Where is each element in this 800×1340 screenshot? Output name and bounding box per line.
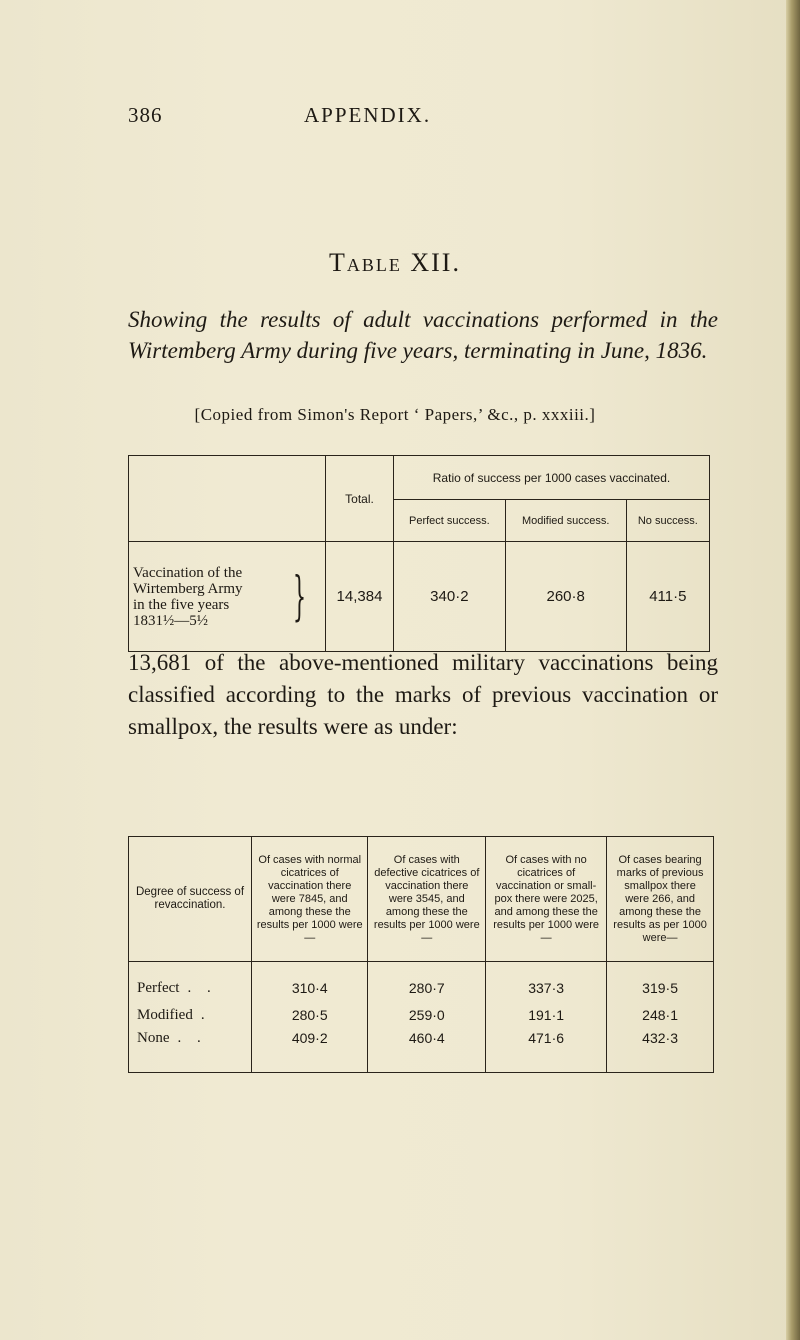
no-success-value: 411·5 [626, 542, 709, 652]
table-source-note: [Copied from Simon's Report ‘ Papers,’ &c., p. xxxiii.] [194, 405, 596, 424]
row-label: Perfect . . [129, 962, 252, 1001]
table-cell: 409·2 [252, 1030, 368, 1073]
running-head: APPENDIX. [304, 103, 432, 127]
row-label-line: 1831½—5½ [133, 612, 208, 629]
page-number: 386 [128, 103, 163, 127]
table-row [129, 542, 710, 652]
perfect-success-header: Perfect success. [394, 500, 506, 542]
degree-header: Degree of success of revaccination. [129, 837, 252, 962]
table-row [129, 1000, 714, 1030]
normal-cicatrices-header: Of cases with normal cicatrices of vaccination there were 7845, and among these the results per 1000 were— [252, 837, 368, 962]
table-title: Table XII. [329, 248, 461, 277]
table-cell: 432·3 [607, 1030, 714, 1073]
row-label: Modified . [129, 1000, 252, 1030]
perfect-value: 340·2 [394, 542, 506, 652]
ratio-header: Ratio of success per 1000 cases vaccinated. [394, 456, 710, 500]
defective-cicatrices-header: Of cases with defective cicatrices of vaccination there were 3545, and among these the results per 1000 were— [368, 837, 486, 962]
modified-value: 260·8 [505, 542, 626, 652]
table-cell: 248·1 [607, 1000, 714, 1030]
no-cicatrices-header: Of cases with no cicatrices of vaccination or small-pox there were 2025, and among these the results per 1000 were— [486, 837, 607, 962]
row-label-line: in the five years [133, 596, 230, 613]
row-label-line: Vaccination of the [133, 564, 243, 581]
table-cell: 337·3 [486, 962, 607, 1001]
modified-success-header: Modified success. [505, 500, 626, 542]
brace-glyph: } [292, 566, 307, 627]
table-caption: Showing the results of adult vaccinations performed in the Wirtemberg Army during five years, terminating in June, 1836. [128, 307, 718, 363]
page-edge-shadow [786, 0, 800, 1340]
table-row [129, 1030, 714, 1073]
total-value: 14,384 [326, 542, 394, 652]
row-label [129, 542, 326, 652]
table-cell: 471·6 [486, 1030, 607, 1073]
vaccination-ratio-table [128, 455, 710, 652]
no-success-header: No success. [626, 500, 709, 542]
revaccination-table [128, 836, 714, 1073]
row-label-line: Wirtemberg Army [133, 580, 243, 597]
table-cell: 319·5 [607, 962, 714, 1001]
body-paragraph: 13,681 of the above-mentioned military vaccinations being classified according to the marks of previous vaccination or smallpox, the results were as under: [128, 650, 718, 739]
row-label: None . . [129, 1030, 252, 1073]
table-cell: 280·7 [368, 962, 486, 1001]
page-header [0, 103, 790, 143]
table-row [129, 962, 714, 1001]
total-header: Total. [326, 456, 394, 542]
table-cell: 460·4 [368, 1030, 486, 1073]
table-cell: 259·0 [368, 1000, 486, 1030]
table-cell: 280·5 [252, 1000, 368, 1030]
smallpox-marks-header: Of cases bearing marks of previous smallpox there were 266, and among these the results as per 1000 were— [607, 837, 714, 962]
table-cell: 191·1 [486, 1000, 607, 1030]
empty-header-cell [129, 456, 326, 542]
table-cell: 310·4 [252, 962, 368, 1001]
